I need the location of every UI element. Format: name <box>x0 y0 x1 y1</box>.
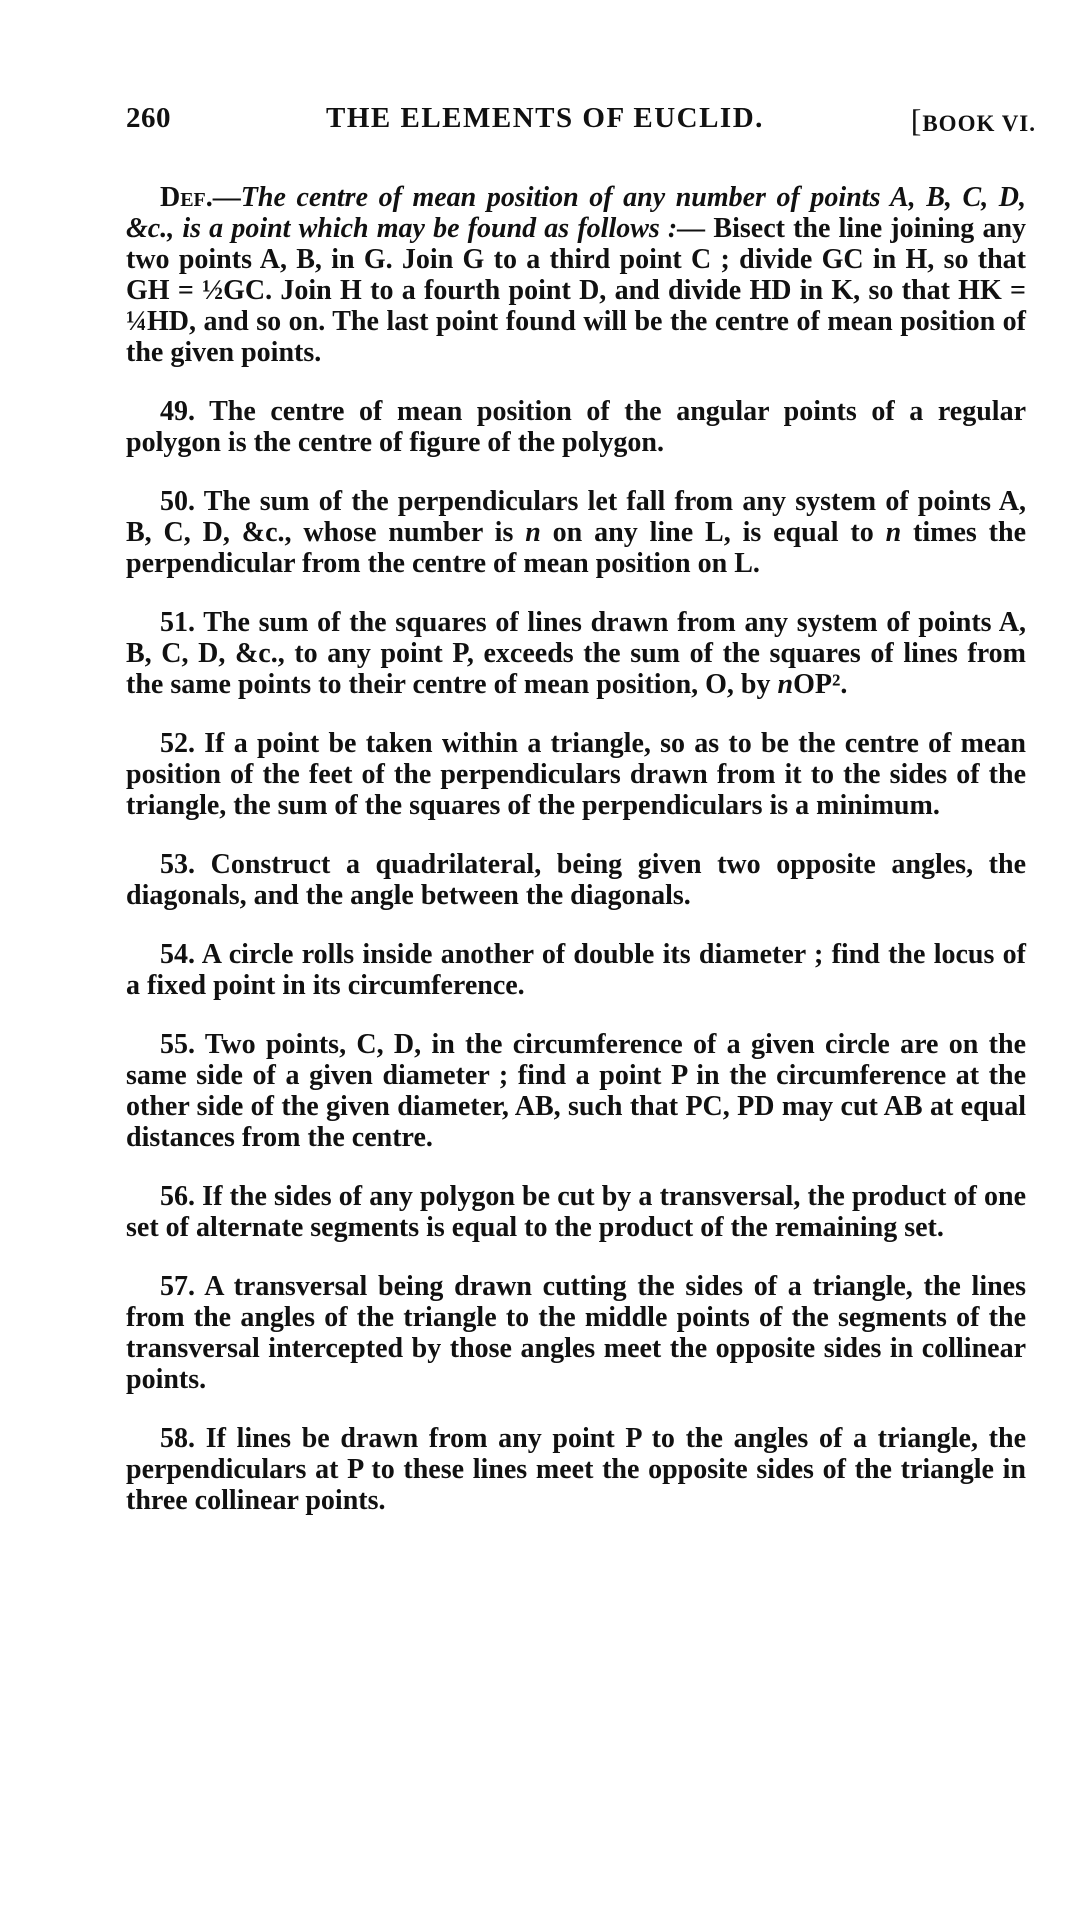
page-number: 260 <box>126 102 171 134</box>
variable-n: n <box>777 669 794 700</box>
problem-number: 55. <box>160 1029 195 1060</box>
problem-52 <box>126 728 1026 821</box>
variable-n: n <box>525 517 541 548</box>
book-name: BOOK VI. <box>922 111 1036 136</box>
problem-text: A transversal being drawn cutting the sides of a triangle, the lines from the angles of the triangle to the middle points of the segments of the transversal intercepted by those angles meet the opposite sides in collinear points. <box>126 1271 1026 1395</box>
problem-text: The centre of mean position of the angular points of a regular polygon is the centre of figure of the polygon. <box>126 396 1026 458</box>
problem-text: The sum of the squares of lines drawn from any system of points A, B, C, D, &c., to any point P, exceeds the sum of the squares of lines from the same points to their centre of mean position, O, by <box>126 607 1026 700</box>
problem-51 <box>126 607 1026 700</box>
problem-number: 50. <box>160 486 195 517</box>
book-page <box>126 102 1036 1516</box>
problem-number: 52. <box>160 728 195 759</box>
variable-n: n <box>885 517 902 548</box>
problem-number: 53. <box>160 849 195 880</box>
problem-text: If a point be taken within a triangle, so as to be the centre of mean position of the feet of the perpendiculars drawn from it to the sides of the triangle, the sum of the squares of the perpendiculars is a minimum. <box>126 728 1026 821</box>
problem-54 <box>126 939 1026 1001</box>
problem-text: Two points, C, D, in the circumference of a given circle are on the same side of a given diameter ; find a point P in the circumference at the other side of the given diameter, AB, such that PC, PD may cut AB at equal distances from the centre. <box>126 1029 1026 1153</box>
definition-label: Def.— <box>160 182 241 213</box>
problem-number: 51. <box>160 607 195 638</box>
running-title: THE ELEMENTS OF EUCLID. <box>326 102 764 134</box>
problem-text: If the sides of any polygon be cut by a transversal, the product of one set of alternate segments is equal to the product of the remaining set. <box>126 1181 1027 1243</box>
problem-number: 56. <box>160 1181 195 1212</box>
problem-text: If lines be drawn from any point P to the angles of a triangle, the perpendiculars at P to these lines meet the opposite sides of the triangle in three collinear points. <box>126 1423 1026 1516</box>
problem-number: 54. <box>160 939 195 970</box>
problem-53 <box>126 849 1026 911</box>
running-header <box>126 102 1036 142</box>
problem-57 <box>126 1271 1026 1395</box>
definition-paragraph <box>126 182 1026 368</box>
problem-50 <box>126 486 1026 579</box>
problem-number: 58. <box>160 1423 195 1454</box>
definition-italic: The centre of mean position of any number of points A, B, C, D, &c., is a point which may be found as follows :— <box>126 182 1026 244</box>
problem-text: The sum of the perpendiculars let fall from any system of points A, B, C, D, &c., whose number is <box>126 486 1026 548</box>
book-bracket: [ <box>910 102 923 138</box>
problem-58 <box>126 1423 1026 1516</box>
problem-56 <box>126 1181 1026 1243</box>
problem-49 <box>126 396 1026 458</box>
problem-text: A circle rolls inside another of double its diameter ; find the locus of a fixed point in its circumference. <box>126 939 1026 1001</box>
problem-text: Construct a quadrilateral, being given two opposite angles, the diagonals, and the angle between the diagonals. <box>126 849 1026 911</box>
problem-text: times the perpendicular from the centre of mean position on L. <box>126 517 1026 579</box>
problem-text: on any line L, is equal to <box>540 517 886 548</box>
problem-number: 57. <box>160 1271 195 1302</box>
definition-body: Bisect the line joining any two points A, B, in G. Join G to a third point C ; divide GC in H, so that GH = ½GC. Join H to a fourth point D, and divide HD in K, so that HK = ¼HD, and so on. The last point found will be the centre of mean position of the given points. <box>126 213 1027 368</box>
problem-number: 49. <box>160 396 195 427</box>
problem-text: OP². <box>793 669 848 700</box>
problem-55 <box>126 1029 1026 1153</box>
book-label <box>911 102 1036 139</box>
